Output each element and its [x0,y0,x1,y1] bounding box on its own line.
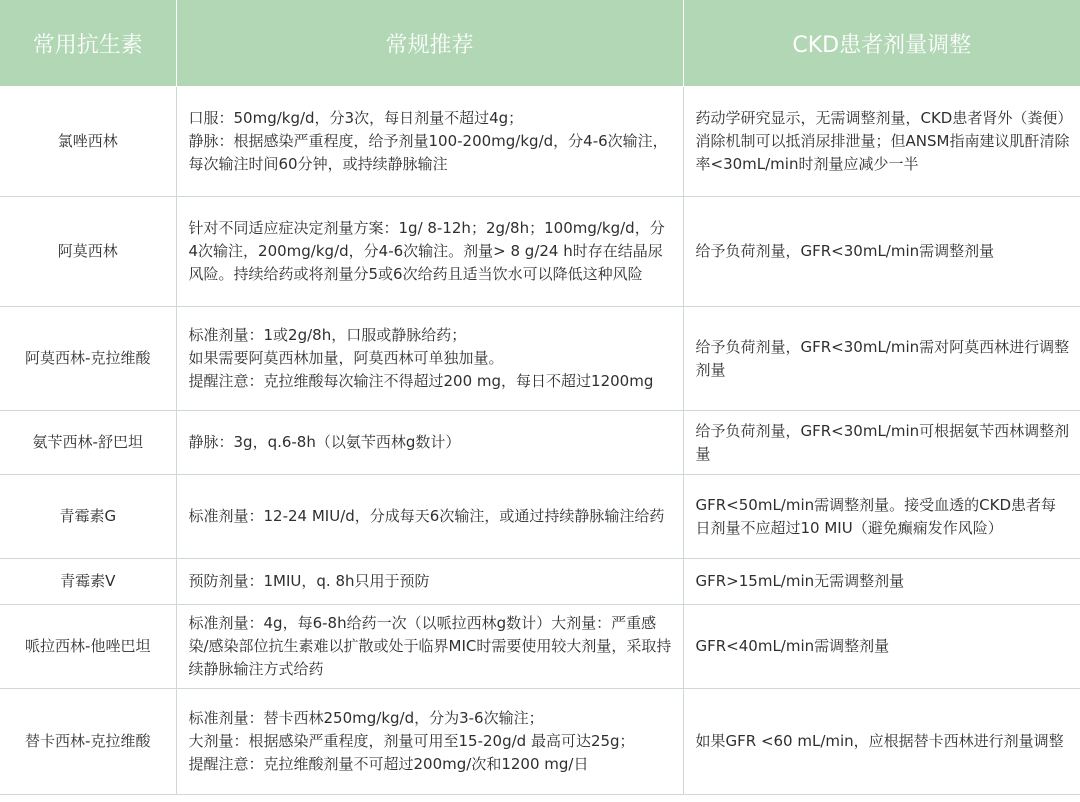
header-row [0,0,1080,87]
ckd-adjustment-cell [683,475,1080,559]
header-ckd-adjustment: CKD患者剂量调整 [683,0,1080,87]
antibiotic-name: 青霉素V [0,559,176,605]
ckd-adjustment-line: 如果GFR <60 mL/min，应根据替卡西林进行剂量调整 [695,732,1064,750]
table-row [0,87,1080,197]
table-row [0,689,1080,795]
ckd-adjustment-line: 给予负荷剂量，GFR<30mL/min可根据氨苄西林调整剂量 [695,421,1070,463]
table-row [0,307,1080,411]
table-row [0,475,1080,559]
recommendation-line: 如果需要阿莫西林加量，阿莫西林可单独加量。 [188,349,504,367]
ckd-adjustment-cell [683,197,1080,307]
antibiotic-name: 替卡西林-克拉维酸 [0,689,176,795]
table-body [0,87,1080,795]
recommendation-cell [176,475,683,559]
ckd-adjustment-cell [683,411,1080,475]
table-row [0,559,1080,605]
recommendation-line: 标准剂量：12-24 MIU/d，分成每天6次输注，或通过持续静脉输注给药 [188,507,665,525]
ckd-adjustment-line: GFR<40mL/min需调整剂量 [695,637,890,655]
ckd-adjustment-line: 给予负荷剂量，GFR<30mL/min需调整剂量 [695,242,995,260]
recommendation-cell [176,411,683,475]
recommendation-line: 提醒注意：克拉维酸每次输注不得超过200 mg，每日不超过1200mg [188,372,654,390]
ckd-adjustment-line: 给予负荷剂量，GFR<30mL/min需对阿莫西林进行调整剂量 [695,337,1070,379]
antibiotic-name: 哌拉西林-他唑巴坦 [0,605,176,689]
recommendation-line: 标准剂量：1或2g/8h，口服或静脉给药； [188,326,467,344]
antibiotic-name: 氯唑西林 [0,87,176,197]
ckd-adjustment-cell [683,559,1080,605]
recommendation-cell [176,307,683,411]
recommendation-cell [176,689,683,795]
recommendation-line: 静脉：3g，q.6-8h（以氨苄西林g数计） [188,433,461,451]
antibiotic-name: 青霉素G [0,475,176,559]
header-recommendation: 常规推荐 [176,0,683,87]
recommendation-line: 静脉：根据感染严重程度，给予剂量100-200mg/kg/d，分4-6次输注，每次输注时间60分钟，或持续静脉输注 [188,132,668,173]
ckd-adjustment-cell [683,307,1080,411]
ckd-adjustment-line: GFR>15mL/min无需调整剂量 [695,572,905,590]
recommendation-line: 标准剂量：替卡西林250mg/kg/d，分为3-6次输注； [188,709,544,727]
ckd-adjustment-line: GFR<50mL/min需调整剂量。接受血透的CKD患者每日剂量不应超过10 MIU（避免癫痫发作风险） [695,495,1056,537]
header-antibiotic: 常用抗生素 [0,0,176,87]
recommendation-line: 标准剂量：4g，每6-8h给药一次（以哌拉西林g数计）大剂量：严重感染/感染部位抗生素难以扩散或处于临界MIC时需要使用较大剂量，采取持续静脉输注方式给药 [188,614,672,678]
table-row [0,411,1080,475]
recommendation-cell [176,197,683,307]
recommendation-line: 提醒注意：克拉维酸剂量不可超过200mg/次和1200 mg/日 [188,755,589,773]
ckd-adjustment-cell [683,689,1080,795]
antibiotic-name: 阿莫西林-克拉维酸 [0,307,176,411]
antibiotic-name: 阿莫西林 [0,197,176,307]
recommendation-line: 大剂量：根据感染严重程度，剂量可用至15-20g/d 最高可达25g； [188,732,635,750]
recommendation-cell [176,87,683,197]
ckd-adjustment-cell [683,605,1080,689]
ckd-adjustment-cell [683,87,1080,197]
recommendation-line: 预防剂量：1MIU，q. 8h只用于预防 [188,572,430,590]
ckd-adjustment-line: 药动学研究显示，无需调整剂量，CKD患者肾外（粪便）消除机制可以抵消尿排泄量；但ANSM指南建议肌酐清除率<30mL/min时剂量应减少一半 [695,109,1070,173]
antibiotic-name: 氨苄西林-舒巴坦 [0,411,176,475]
recommendation-line: 口服：50mg/kg/d，分3次，每日剂量不超过4g； [188,109,524,127]
recommendation-cell [176,605,683,689]
recommendation-line: 针对不同适应症决定剂量方案：1g/ 8-12h；2g/8h；100mg/kg/d，分4次输注，200mg/kg/d，分4-6次输注。剂量> 8 g/24 h时存在结晶尿风险。持续给药或将剂量分5或6次给药且适当饮水可以降低这种风险 [188,219,665,283]
recommendation-cell [176,559,683,605]
table-row [0,197,1080,307]
table-row [0,605,1080,689]
